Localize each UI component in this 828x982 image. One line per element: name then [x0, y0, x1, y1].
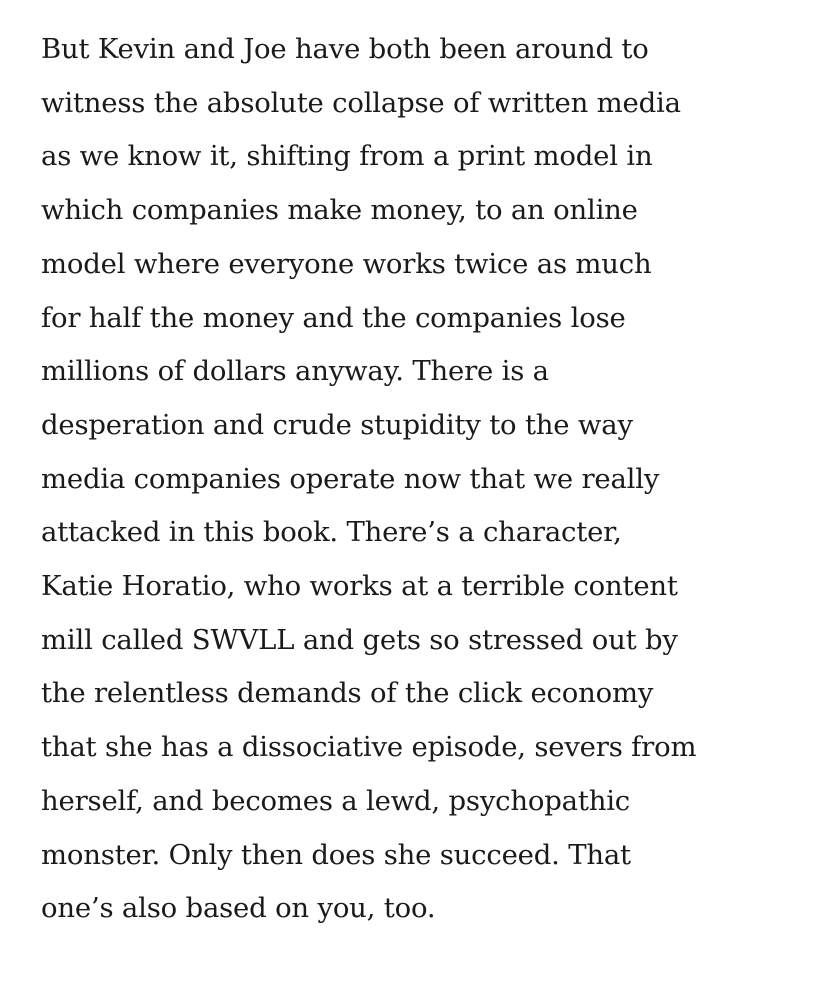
paragraph-line: for half the money and the companies lose: [41, 301, 626, 334]
paragraph-line: model where everyone works twice as much: [41, 247, 652, 280]
paragraph-line: mill called SWVLL and gets so stressed out by: [41, 623, 678, 656]
article-paragraph: [41, 23, 821, 936]
paragraph-line: Katie Horatio, who works at a terrible content: [41, 570, 678, 603]
paragraph-line: herself, and becomes a lewd, psychopathic: [41, 784, 630, 817]
paragraph-line: as we know it, shifting from a print model in: [41, 140, 653, 173]
paragraph-line: attacked in this book. There’s a character,: [41, 516, 622, 549]
paragraph-line: that she has a dissociative episode, severs from: [41, 731, 697, 764]
paragraph-line: desperation and crude stupidity to the way: [41, 408, 633, 441]
paragraph-line: which companies make money, to an online: [41, 194, 638, 227]
paragraph-line: witness the absolute collapse of written media: [41, 86, 681, 119]
paragraph-line: millions of dollars anyway. There is a: [41, 355, 549, 388]
paragraph-line: But Kevin and Joe have both been around to: [41, 33, 649, 65]
paragraph-line: media companies operate now that we really: [41, 462, 660, 495]
paragraph-line: monster. Only then does she succeed. That: [41, 838, 631, 871]
paragraph-line: one’s also based on you, too.: [41, 892, 436, 925]
paragraph-line: the relentless demands of the click economy: [41, 677, 654, 710]
